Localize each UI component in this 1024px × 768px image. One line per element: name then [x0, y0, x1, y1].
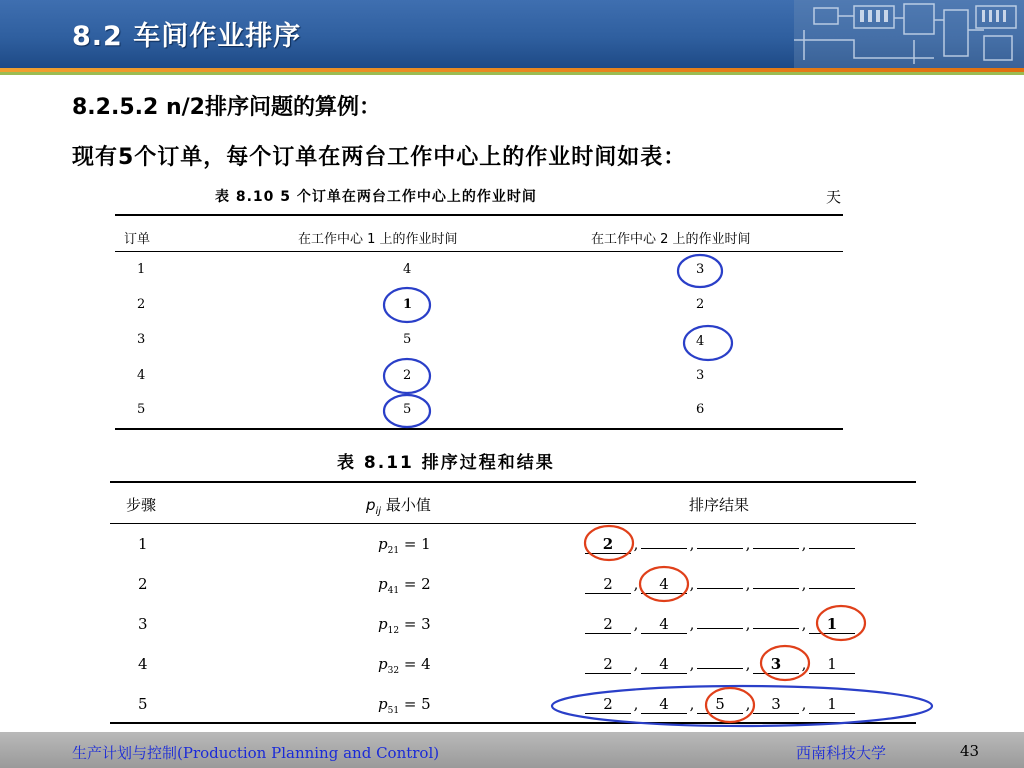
p-subscript: 21 [387, 546, 400, 556]
seq-separator: , [689, 655, 695, 673]
table1-unit: 天 [826, 188, 842, 206]
sequence-result [585, 655, 855, 674]
step-number: 3 [138, 615, 148, 633]
min-value [378, 695, 431, 716]
seq-slot: 4 [641, 655, 687, 674]
table1-cell-wc1: 5 [403, 332, 412, 347]
sequence-result [585, 575, 855, 594]
seq-separator: , [801, 535, 807, 553]
sequence-result [585, 535, 855, 554]
seq-slot: 4 [641, 695, 687, 714]
table1-cell-wc1: 4 [403, 262, 412, 277]
p-subscript: 12 [387, 626, 400, 636]
p-symbol: p [378, 615, 388, 633]
sequence-result [585, 695, 855, 714]
table1-cell-order: 1 [137, 262, 146, 277]
step-number: 5 [138, 695, 148, 713]
seq-slot: 2 [585, 615, 631, 634]
p-equals: = 3 [399, 615, 431, 633]
seq-separator: , [633, 615, 639, 633]
table2-header-result: 排序结果 [689, 496, 750, 514]
p-equals: = 1 [399, 535, 431, 553]
min-value [378, 615, 431, 636]
footer-bar [0, 732, 1024, 768]
seq-separator: , [801, 655, 807, 673]
seq-slot [697, 668, 743, 669]
sequence-result [585, 615, 855, 634]
university-name: 西南科技大学 [796, 744, 887, 762]
table1-cell-wc1: 1 [403, 297, 413, 312]
table1-cell-wc2: 4 [696, 334, 705, 349]
intro-text: 现有5个订单，每个订单在两台工作中心上的作业时间如表： [72, 145, 687, 170]
table1-header-order: 订单 [124, 232, 151, 247]
min-value [378, 575, 431, 596]
table1-header-rule [115, 251, 843, 252]
seq-slot: 1 [809, 615, 855, 634]
seq-separator: , [633, 695, 639, 713]
table1-caption: 表 8.10 5 个订单在两台工作中心上的作业时间 [215, 189, 537, 205]
seq-separator: , [745, 615, 751, 633]
seq-slot [809, 588, 855, 589]
seq-separator: , [633, 535, 639, 553]
p-subscript: 41 [387, 586, 400, 596]
table1-cell-wc2: 3 [696, 262, 705, 277]
seq-slot: 4 [641, 615, 687, 634]
table2-header-min [366, 494, 431, 517]
seq-slot [641, 548, 687, 549]
seq-separator: , [745, 535, 751, 553]
table1-cell-wc2: 2 [696, 297, 705, 312]
seq-slot: 1 [809, 695, 855, 714]
p-equals: = 4 [399, 655, 431, 673]
seq-slot: 5 [697, 695, 743, 714]
table2-bottom-rule [110, 722, 916, 724]
table2-header-rule [110, 523, 916, 524]
seq-slot: 3 [753, 655, 799, 674]
p-symbol: p [378, 575, 388, 593]
blue-circle-mark [684, 326, 732, 360]
table1-cell-wc2: 3 [696, 368, 705, 383]
seq-separator: , [689, 615, 695, 633]
seq-separator: , [745, 695, 751, 713]
seq-slot: 2 [585, 695, 631, 714]
table1-top-rule [115, 214, 843, 216]
table1-cell-order: 2 [137, 297, 146, 312]
course-name-cn: 生产计划与控制 [72, 744, 178, 762]
table1-cell-order: 3 [137, 332, 146, 347]
step-number: 2 [138, 575, 148, 593]
table1-cell-wc1: 5 [403, 402, 412, 417]
seq-separator: , [745, 575, 751, 593]
p-subscript: 51 [387, 706, 400, 716]
p-symbol: p [378, 695, 388, 713]
seq-separator: , [745, 655, 751, 673]
table1-header-wc2: 在工作中心 2 上的作业时间 [591, 232, 751, 247]
seq-separator: , [633, 575, 639, 593]
seq-separator: , [801, 575, 807, 593]
p-subscript: 32 [387, 666, 400, 676]
seq-slot [753, 628, 799, 629]
seq-slot [753, 588, 799, 589]
course-name [72, 742, 439, 763]
seq-separator: , [689, 575, 695, 593]
table1-cell-order: 4 [137, 368, 146, 383]
table2-header-step: 步骤 [126, 496, 157, 514]
p-subscript: ij [375, 506, 382, 517]
seq-slot: 3 [753, 695, 799, 714]
step-number: 4 [138, 655, 148, 673]
seq-separator: , [801, 695, 807, 713]
seq-slot [697, 588, 743, 589]
min-value [378, 655, 431, 676]
table2-caption: 表 8.11 排序过程和结果 [337, 453, 555, 473]
step-number: 1 [138, 535, 148, 553]
section-heading: 8.2.5.2 n/2排序问题的算例： [72, 95, 381, 120]
p-equals: = 5 [399, 695, 431, 713]
title-bar [0, 0, 1024, 68]
p-symbol: p [378, 535, 388, 553]
min-value [378, 535, 431, 556]
page-number: 43 [960, 742, 980, 760]
seq-separator: , [689, 695, 695, 713]
seq-slot [697, 548, 743, 549]
seq-slot: 1 [809, 655, 855, 674]
table1-header-wc1: 在工作中心 1 上的作业时间 [298, 232, 458, 247]
course-name-en: (Production Planning and Control) [177, 744, 440, 762]
seq-slot [809, 548, 855, 549]
header-divider-green [0, 72, 1024, 75]
p-symbol: p [378, 655, 388, 673]
circuit-board-decoration [794, 0, 1024, 68]
table1-bottom-rule [115, 428, 843, 430]
seq-slot: 4 [641, 575, 687, 594]
table1-cell-wc2: 6 [696, 402, 705, 417]
table2-top-rule [110, 481, 916, 483]
slide-title: 8.2 车间作业排序 [72, 21, 302, 52]
p-equals: = 2 [399, 575, 431, 593]
seq-slot: 2 [585, 535, 631, 554]
seq-separator: , [689, 535, 695, 553]
seq-separator: , [801, 615, 807, 633]
table1-cell-order: 5 [137, 402, 146, 417]
seq-slot [697, 628, 743, 629]
p-symbol: p [366, 496, 376, 514]
table1-cell-wc1: 2 [403, 368, 412, 383]
min-label: 最小值 [385, 496, 431, 514]
seq-slot: 2 [585, 575, 631, 594]
seq-slot: 2 [585, 655, 631, 674]
seq-separator: , [633, 655, 639, 673]
seq-slot [753, 548, 799, 549]
